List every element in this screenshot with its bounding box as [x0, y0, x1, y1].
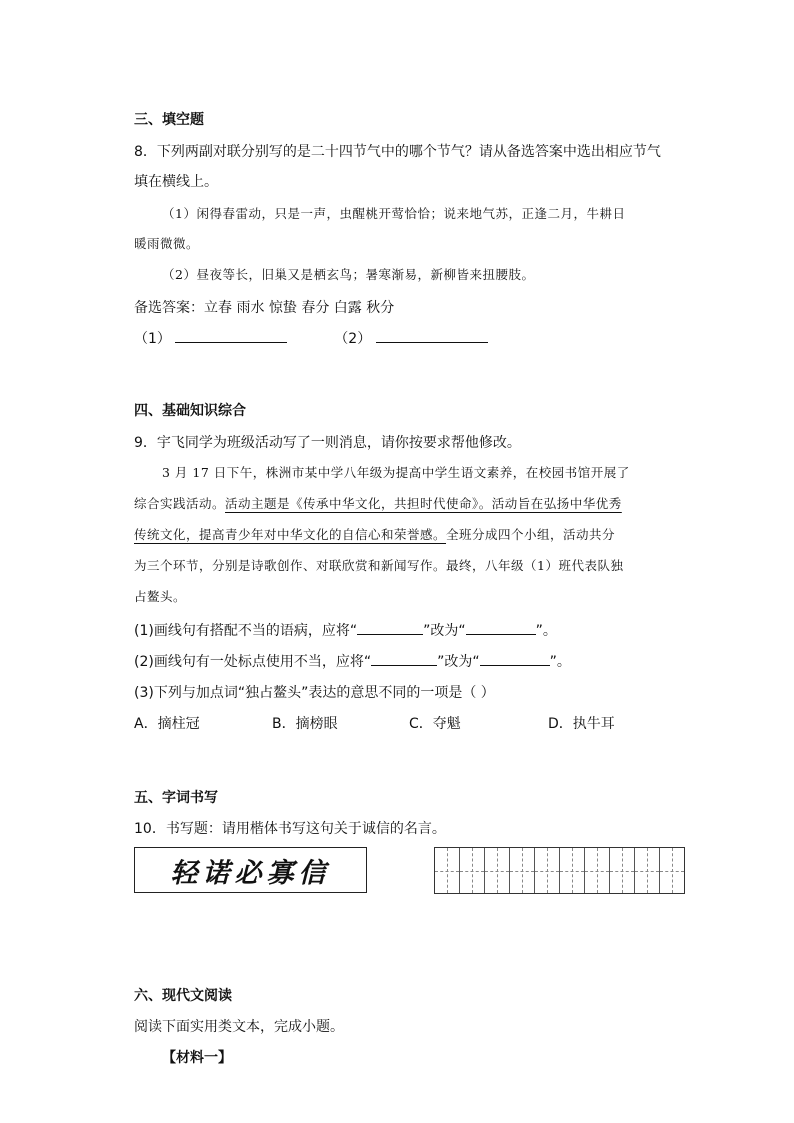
grid-guide-horizontal: [585, 871, 609, 872]
writing-grid-cell[interactable]: [435, 848, 460, 893]
q9-underlined-sentence-part1: 活动主题是《传承中华文化，共担时代使命》。活动旨在弘扬中华优秀: [225, 496, 622, 511]
writing-grid-cell[interactable]: [585, 848, 610, 893]
q9-sub2-text-a: (2)画线句有一处标点使用不当，应将“: [134, 654, 372, 670]
q9-sub1-blank2[interactable]: [466, 634, 536, 635]
section-heading-writing: 五、字词书写: [134, 790, 218, 806]
reading-intro: 阅读下面实用类文本，完成小题。: [134, 1019, 344, 1035]
section-heading-modern-reading: 六、现代文阅读: [134, 988, 232, 1004]
grid-guide-horizontal: [510, 871, 534, 872]
writing-grid[interactable]: [434, 847, 685, 894]
q9-option-a[interactable]: A．摘柱冠: [134, 716, 200, 732]
material-label: 【材料一】: [162, 1050, 232, 1066]
writing-grid-cell[interactable]: [535, 848, 560, 893]
grid-guide-horizontal: [660, 871, 684, 872]
writing-grid-cell[interactable]: [460, 848, 485, 893]
writing-grid-cell[interactable]: [510, 848, 535, 893]
q8-options: 备选答案：立春 雨水 惊蛰 春分 白露 秋分: [134, 300, 395, 316]
q8-stem-line1: 8．下列两副对联分别写的是二十四节气中的哪个节气？请从备选答案中选出相应节气: [134, 144, 661, 160]
q9-sub2-blank2[interactable]: [480, 665, 550, 666]
writing-grid-cell[interactable]: [610, 848, 635, 893]
writing-grid-cell[interactable]: [485, 848, 510, 893]
grid-guide-horizontal: [635, 871, 659, 872]
section-heading-fill-blank: 三、填空题: [134, 112, 204, 128]
q9-passage-line5: 占鳌头。: [134, 589, 187, 604]
q9-sub1-text-c: ”。: [535, 623, 557, 639]
grid-guide-horizontal: [535, 871, 559, 872]
q9-sub2-text-c: ”。: [549, 654, 571, 670]
q9-option-d[interactable]: D．执牛耳: [548, 716, 615, 732]
section-heading-basic-knowledge: 四、基础知识综合: [134, 403, 246, 419]
q8-couplet1-line1: （1）闲得春雷动，只是一声，虫醒桃开莺恰恰；说来地气苏，正逢二月，牛耕日: [162, 206, 626, 221]
q9-passage-line4: 为三个环节，分别是诗歌创作、对联欣赏和新闻写作。最终，八年级（1）班代表队独: [134, 558, 624, 573]
grid-guide-horizontal: [485, 871, 509, 872]
q8-stem-line2: 填在横线上。: [134, 174, 218, 190]
grid-guide-horizontal: [560, 871, 584, 872]
calligraphy-sample-text: 轻诺必寡信: [170, 857, 331, 889]
q10-stem: 10．书写题：请用楷体书写这句关于诚信的名言。: [134, 821, 446, 837]
q9-passage-line3-plain: 全班分成四个小组，活动共分: [446, 527, 616, 542]
q9-sub2: [134, 651, 571, 671]
q8-blank1-line[interactable]: [175, 342, 287, 343]
writing-grid-cell[interactable]: [560, 848, 585, 893]
grid-guide-horizontal: [435, 871, 459, 872]
q9-passage-line2: [134, 494, 622, 512]
grid-guide-horizontal: [460, 871, 484, 872]
q9-sub2-text-b: ”改为“: [437, 654, 480, 670]
q9-sub3: (3)下列与加点词“独占鳌头”表达的意思不同的一项是（ ）: [134, 685, 495, 701]
q9-sub2-blank1[interactable]: [371, 665, 437, 666]
grid-guide-horizontal: [610, 871, 634, 872]
q9-underlined-sentence-part2: 传统文化，提高青少年对中华文化的自信心和荣誉感。: [134, 527, 447, 542]
q9-stem: 9．宇飞同学为班级活动写了一则消息，请你按要求帮他修改。: [134, 435, 521, 451]
q9-option-c[interactable]: C．夺魁: [409, 716, 461, 732]
q8-answer-row: [134, 328, 488, 348]
q8-couplet1-line2: 暖雨微微。: [134, 236, 200, 251]
q9-option-b[interactable]: B．摘榜眼: [272, 716, 338, 732]
writing-grid-cell[interactable]: [635, 848, 660, 893]
q8-blank2-label: （2）: [334, 331, 372, 347]
q9-passage-line3: [134, 525, 615, 543]
q9-sub1: [134, 620, 557, 640]
q8-couplet2: （2）昼夜等长，旧巢又是栖玄鸟；暑寒渐易，新柳皆来扭腰肢。: [162, 267, 535, 282]
q9-sub1-blank1[interactable]: [357, 634, 423, 635]
writing-grid-cell[interactable]: [660, 848, 684, 893]
q9-sub1-text-b: ”改为“: [423, 623, 466, 639]
q9-sub1-text-a: (1)画线句有搭配不当的语病，应将“: [134, 623, 358, 639]
q9-passage-line1: 3 月 17 日下午，株洲市某中学八年级为提高中学生语文素养，在校园书馆开展了: [162, 465, 630, 480]
q8-blank2-line[interactable]: [376, 342, 488, 343]
calligraphy-sample-box: [134, 847, 367, 893]
q9-passage-line2-plain: 综合实践活动。: [134, 496, 226, 511]
q8-blank1-label: （1）: [134, 331, 171, 347]
